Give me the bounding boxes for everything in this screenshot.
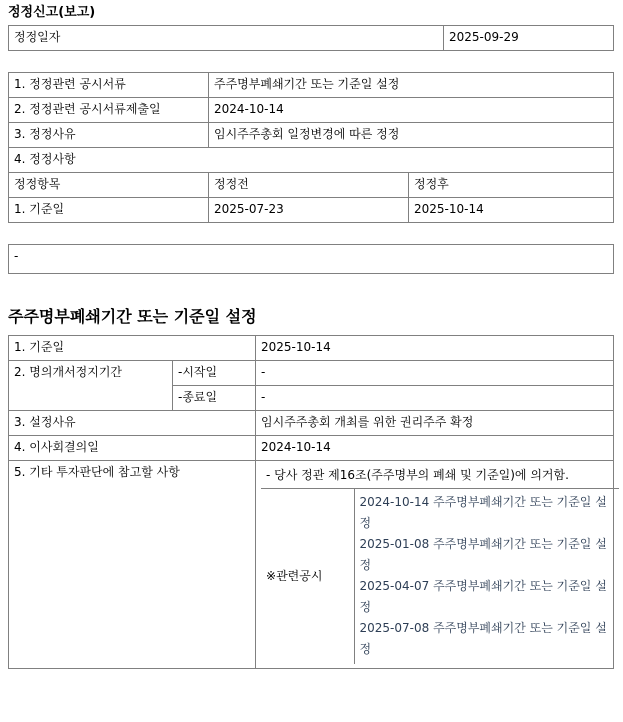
table-row [261,489,619,665]
table-row [9,148,614,173]
suspension-start-value: - [256,361,614,386]
correction-date-table [8,25,614,51]
spacer [0,327,623,335]
correction-date-label: 정정일자 [9,26,444,51]
spacer [0,223,623,244]
related-disclosure-item[interactable]: 2025-04-07 주주명부폐쇄기간 또는 기준일 설정 [359,579,607,614]
reason-value: 임시주주총회 개최를 위한 권리주주 확정 [256,411,614,436]
table-row [9,26,614,51]
matters-row-0-item: 1. 기준일 [9,198,209,223]
table-row [9,361,614,386]
board-resolution-date-value: 2024-10-14 [256,436,614,461]
spacer [0,274,623,295]
other-matters-inner-table [261,464,619,664]
other-matters-cell [256,461,614,669]
table-row [261,464,619,489]
table-row [9,198,614,223]
reason-label: 3. 설정사유 [9,411,256,436]
table-row [9,123,614,148]
spacer [0,295,623,307]
matters-header-after: 정정후 [409,173,614,198]
correction-row-1-value: 2024-10-14 [209,98,614,123]
matters-header-item: 정정항목 [9,173,209,198]
correction-row-2-value: 임시주주총회 일정변경에 따른 정정 [209,123,614,148]
correction-row-1-label: 2. 정정관련 공시서류제출일 [9,98,209,123]
matters-row-0-before: 2025-07-23 [209,198,409,223]
section-title: 주주명부폐쇄기간 또는 기준일 설정 [8,307,257,326]
record-date-detail-table [8,335,614,669]
table-row [9,73,614,98]
table-row [9,245,614,274]
related-disclosure-item[interactable]: 2025-07-08 주주명부폐쇄기간 또는 기준일 설정 [359,621,607,656]
related-disclosure-label: ※관련공시 [261,489,354,665]
correction-details-table [8,72,614,223]
table-row [9,98,614,123]
correction-matters-label: 4. 정정사항 [9,148,614,173]
record-date-value: 2025-10-14 [256,336,614,361]
other-matters-note: - 당사 정관 제16조(주주명부의 폐쇄 및 기준일)에 의거함. [261,464,619,489]
table-row [9,336,614,361]
other-matters-label: 5. 기타 투자판단에 참고할 사항 [9,461,256,669]
table-header-row [9,173,614,198]
correction-row-2-label: 3. 정정사유 [9,123,209,148]
related-disclosure-item[interactable]: 2025-01-08 주주명부폐쇄기간 또는 기준일 설정 [359,537,607,572]
correction-date-value: 2025-09-29 [444,26,614,51]
note-value: - [9,245,614,274]
spacer [0,51,623,72]
related-disclosure-list [354,489,619,665]
suspension-start-label: -시작일 [173,361,256,386]
table-row [9,436,614,461]
table-row [9,411,614,436]
correction-row-0-label: 1. 정정관련 공시서류 [9,73,209,98]
matters-row-0-after: 2025-10-14 [409,198,614,223]
document-title: 정정신고(보고) [8,5,96,20]
suspension-period-label: 2. 명의개서정지기간 [9,361,173,411]
table-row [9,461,614,669]
note-table [8,244,614,274]
suspension-end-label: -종료일 [173,386,256,411]
record-date-label: 1. 기준일 [9,336,256,361]
matters-header-before: 정정전 [209,173,409,198]
suspension-end-value: - [256,386,614,411]
correction-row-0-value: 주주명부폐쇄기간 또는 기준일 설정 [209,73,614,98]
related-disclosure-item[interactable]: 2024-10-14 주주명부폐쇄기간 또는 기준일 설정 [359,495,607,530]
board-resolution-date-label: 4. 이사회결의일 [9,436,256,461]
